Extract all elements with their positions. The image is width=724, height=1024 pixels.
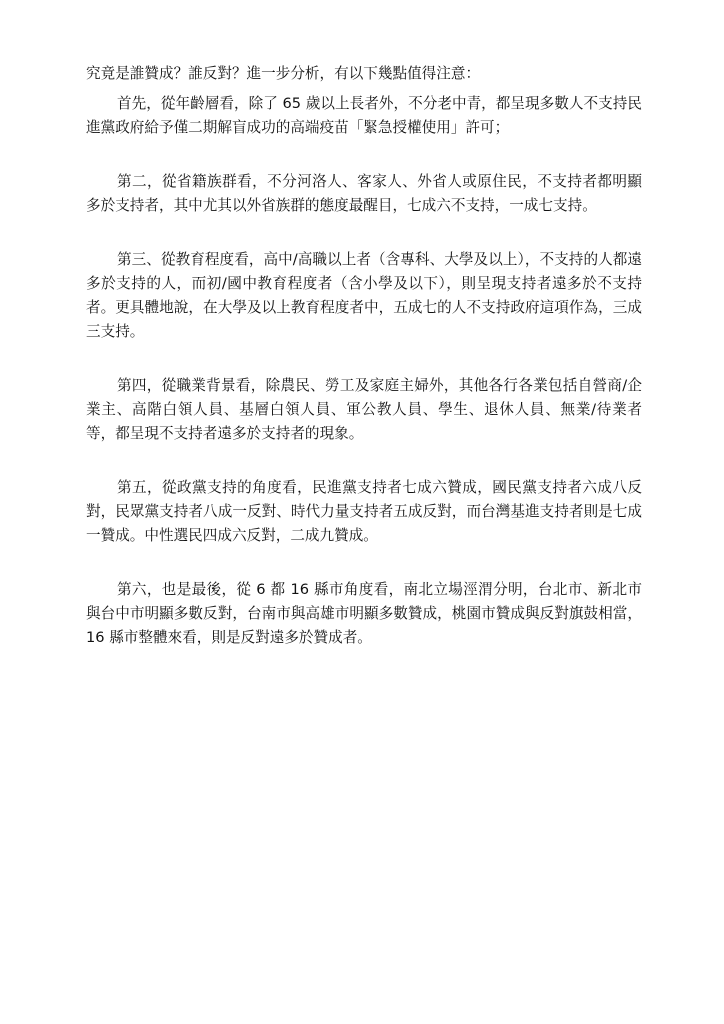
paragraph-ethnicity: 第二，從省籍族群看，不分河洛人、客家人、外省人或原住民，不支持者都明顯多於支持者，其中尤其以外省族群的態度最醒目，七成六不支持，一成七支持。: [86, 173, 642, 214]
document-page: [86, 62, 642, 680]
paragraph-education: 第三、從教育程度看，高中/高職以上者（含專科、大學及以上），不支持的人都遠多於支持的人，而初/國中教育程度者（含小學及以下），則呈現支持者遠多於不支持者。更具體地說，在大學及以上教育程度者中，五成七的人不支持政府這項作為，三成三支持。: [86, 251, 642, 340]
paragraph-occupation: 第四，從職業背景看，除農民、勞工及家庭主婦外，其他各行各業包括自營商/企業主、高階白領人員、基層白領人員、軍公教人員、學生、退休人員、無業/待業者等，都呈現不支持者遠多於支持者的現象。: [86, 377, 642, 442]
intro-paragraph: 究竟是誰贊成？誰反對？進一步分析，有以下幾點值得注意：: [86, 65, 481, 82]
paragraph-age: 首先，從年齡層看，除了 65 歲以上長者外，不分老中青，都呈現多數人不支持民進黨政府給予僅二期解盲成功的高端疫苗「緊急授權使用」許可；: [86, 95, 642, 136]
paragraph-party: 第五，從政黨支持的角度看，民進黨支持者七成六贊成，國民黨支持者六成八反對，民眾黨支持者八成一反對、時代力量支持者五成反對，而台灣基進支持者則是七成一贊成。中性選民四成六反對，二成九贊成。: [86, 479, 642, 544]
paragraph-region: 第六，也是最後，從 6 都 16 縣市角度看，南北立場涇渭分明，台北市、新北市與台中市明顯多數反對，台南市與高雄市明顯多數贊成，桃園市贊成與反對旗鼓相當，16 縣市整體來看，則是反對遠多於贊成者。: [86, 581, 642, 646]
